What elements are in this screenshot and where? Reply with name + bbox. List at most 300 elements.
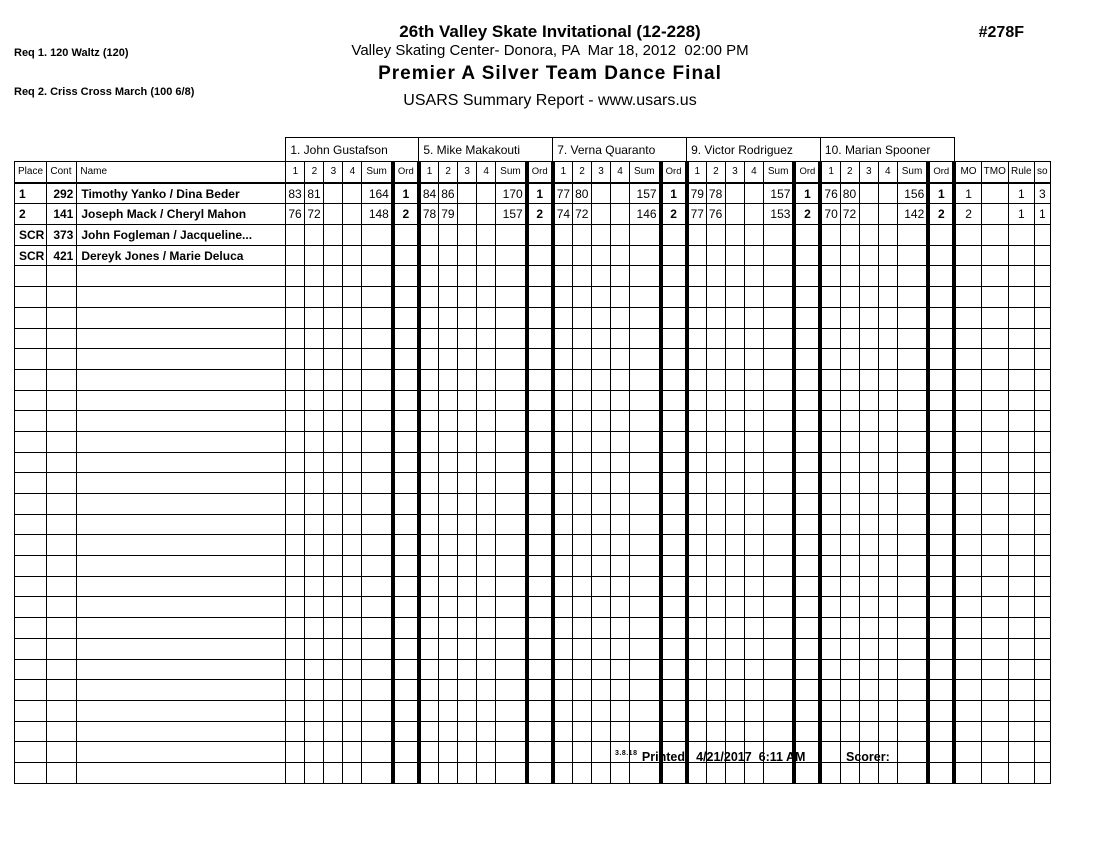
sum-cell: 157	[763, 183, 794, 204]
score-cell	[458, 721, 477, 742]
score-cell	[458, 742, 477, 763]
ord-cell	[661, 287, 687, 308]
tmo-cell	[981, 411, 1008, 432]
mo-cell	[954, 431, 981, 452]
ord-cell	[928, 494, 954, 515]
score-cell	[305, 473, 324, 494]
score-cell	[305, 390, 324, 411]
score-cell	[286, 597, 305, 618]
sum-cell	[362, 369, 393, 390]
score-cell	[725, 287, 744, 308]
score-cell	[706, 411, 725, 432]
colhead-judge5-sum: Sum	[897, 162, 928, 183]
sum-cell: 142	[897, 204, 928, 225]
score-cell	[458, 597, 477, 618]
results-table	[14, 137, 1051, 784]
score-cell	[305, 762, 324, 783]
score-cell	[458, 225, 477, 246]
empty-row	[15, 328, 1051, 349]
colhead-judge5-ord: Ord	[928, 162, 954, 183]
sum-cell	[362, 431, 393, 452]
score-cell	[286, 700, 305, 721]
colhead-judge2-sum: Sum	[496, 162, 527, 183]
score-cell	[878, 328, 897, 349]
place-cell	[15, 721, 47, 742]
score-cell	[553, 287, 573, 308]
venue-date-line: Valley Skating Center- Donora, PA Mar 18, 2012 02:00 PM	[351, 42, 749, 59]
score-cell	[324, 742, 343, 763]
mo-cell	[954, 349, 981, 370]
sum-cell	[763, 390, 794, 411]
score-cell	[286, 390, 305, 411]
colhead-tmo: TMO	[981, 162, 1008, 183]
score-cell	[878, 411, 897, 432]
score-cell	[573, 680, 592, 701]
score-cell: 78	[706, 183, 725, 204]
ord-cell	[393, 369, 419, 390]
sum-cell	[362, 618, 393, 639]
sum-cell	[496, 618, 527, 639]
score-cell	[553, 369, 573, 390]
judge-header-2: 5. Mike Makakouti	[419, 138, 553, 162]
ord-cell	[661, 576, 687, 597]
score-cell	[286, 431, 305, 452]
name-cell	[77, 411, 286, 432]
ord-cell	[393, 328, 419, 349]
score-cell	[419, 494, 439, 515]
score-cell	[611, 514, 630, 535]
sum-cell	[630, 452, 661, 473]
score-cell	[286, 349, 305, 370]
score-cell	[859, 287, 878, 308]
sum-cell	[496, 287, 527, 308]
score-cell	[687, 556, 707, 577]
score-cell	[820, 473, 840, 494]
so-cell	[1034, 597, 1050, 618]
sum-cell	[763, 597, 794, 618]
mo-cell	[954, 535, 981, 556]
score-cell	[458, 411, 477, 432]
score-cell	[706, 700, 725, 721]
ord-cell	[393, 287, 419, 308]
score-cell	[878, 204, 897, 225]
score-cell	[820, 349, 840, 370]
mo-cell	[954, 494, 981, 515]
score-cell	[744, 349, 763, 370]
empty-row	[15, 638, 1051, 659]
ord-cell	[393, 452, 419, 473]
score-cell	[592, 597, 611, 618]
sum-cell	[630, 494, 661, 515]
place-cell: 1	[15, 183, 47, 204]
score-cell	[477, 411, 496, 432]
place-cell	[15, 618, 47, 639]
score-cell	[611, 245, 630, 266]
sum-cell	[496, 659, 527, 680]
score-cell	[878, 473, 897, 494]
score-cell	[859, 556, 878, 577]
sum-cell	[362, 576, 393, 597]
ord-cell	[527, 349, 553, 370]
sum-cell	[630, 535, 661, 556]
score-cell	[439, 245, 458, 266]
score-cell	[744, 514, 763, 535]
score-cell	[592, 535, 611, 556]
score-cell	[820, 762, 840, 783]
score-cell	[725, 618, 744, 639]
sum-cell	[897, 700, 928, 721]
score-cell	[840, 721, 859, 742]
colhead-judge4-2: 2	[706, 162, 725, 183]
score-cell	[820, 535, 840, 556]
score-cell	[840, 349, 859, 370]
score-cell	[343, 369, 362, 390]
ord-cell	[928, 328, 954, 349]
score-cell	[744, 245, 763, 266]
tmo-cell	[981, 225, 1008, 246]
score-cell	[706, 245, 725, 266]
score-cell	[706, 659, 725, 680]
ord-cell	[393, 225, 419, 246]
score-cell	[687, 245, 707, 266]
score-cell	[286, 369, 305, 390]
score-cell	[343, 411, 362, 432]
score-cell	[820, 514, 840, 535]
sum-cell	[763, 473, 794, 494]
sum-cell	[897, 452, 928, 473]
score-cell	[419, 597, 439, 618]
name-cell	[77, 721, 286, 742]
rule-cell	[1008, 431, 1034, 452]
tmo-cell	[981, 618, 1008, 639]
sum-cell	[763, 245, 794, 266]
rule-cell	[1008, 638, 1034, 659]
ord-cell	[661, 638, 687, 659]
score-cell	[611, 721, 630, 742]
score-cell	[706, 328, 725, 349]
ord-cell	[928, 742, 954, 763]
score-cell	[343, 225, 362, 246]
name-cell	[77, 680, 286, 701]
score-cell	[458, 328, 477, 349]
sum-cell	[630, 659, 661, 680]
score-cell	[343, 659, 362, 680]
place-cell: SCR	[15, 245, 47, 266]
tmo-cell	[981, 742, 1008, 763]
score-cell	[592, 390, 611, 411]
score-cell	[305, 287, 324, 308]
score-cell	[725, 514, 744, 535]
score-cell	[706, 225, 725, 246]
score-cell	[573, 576, 592, 597]
score-cell	[706, 452, 725, 473]
empty-row	[15, 473, 1051, 494]
score-cell	[744, 473, 763, 494]
score-cell	[286, 452, 305, 473]
score-cell	[840, 473, 859, 494]
score-cell	[419, 452, 439, 473]
score-cell	[725, 307, 744, 328]
cont-cell	[47, 638, 77, 659]
score-cell	[324, 266, 343, 287]
score-cell	[687, 535, 707, 556]
score-cell	[706, 535, 725, 556]
score-cell	[611, 576, 630, 597]
place-cell	[15, 287, 47, 308]
score-cell	[286, 473, 305, 494]
sum-cell	[763, 556, 794, 577]
score-cell	[611, 431, 630, 452]
sum-cell	[496, 266, 527, 287]
score-cell	[553, 556, 573, 577]
score-cell	[553, 473, 573, 494]
score-cell	[725, 494, 744, 515]
score-cell	[687, 700, 707, 721]
score-cell	[592, 556, 611, 577]
score-cell	[878, 452, 897, 473]
score-cell	[305, 576, 324, 597]
score-cell	[744, 390, 763, 411]
score-cell	[840, 514, 859, 535]
sum-cell	[362, 514, 393, 535]
score-cell: 74	[553, 204, 573, 225]
sum-cell	[897, 638, 928, 659]
score-cell	[477, 494, 496, 515]
score-cell	[573, 225, 592, 246]
rule-cell	[1008, 535, 1034, 556]
requirement-2: Req 2. Criss Cross March (100 6/8)	[14, 86, 195, 98]
score-cell	[706, 638, 725, 659]
score-cell	[744, 452, 763, 473]
score-cell	[305, 328, 324, 349]
colhead-judge4-ord: Ord	[794, 162, 820, 183]
results-table-wrapper	[14, 137, 1051, 784]
ord-cell	[527, 762, 553, 783]
score-cell	[458, 431, 477, 452]
sum-cell	[630, 307, 661, 328]
sum-cell	[897, 431, 928, 452]
sum-cell	[630, 225, 661, 246]
cont-cell	[47, 680, 77, 701]
mo-cell	[954, 369, 981, 390]
so-cell	[1034, 638, 1050, 659]
empty-row	[15, 742, 1051, 763]
ord-cell	[928, 225, 954, 246]
score-cell	[324, 721, 343, 742]
score-cell	[553, 328, 573, 349]
ord-cell	[393, 638, 419, 659]
ord-cell	[928, 659, 954, 680]
score-cell	[343, 597, 362, 618]
score-cell	[324, 514, 343, 535]
ord-cell	[527, 225, 553, 246]
so-cell	[1034, 618, 1050, 639]
ord-cell	[527, 307, 553, 328]
score-cell	[324, 349, 343, 370]
score-cell	[439, 742, 458, 763]
ord-cell	[393, 721, 419, 742]
score-cell	[859, 225, 878, 246]
ord-cell	[794, 721, 820, 742]
score-cell	[611, 328, 630, 349]
score-cell	[419, 266, 439, 287]
score-cell	[820, 721, 840, 742]
score-cell	[553, 576, 573, 597]
sum-cell	[897, 494, 928, 515]
score-cell	[553, 721, 573, 742]
sum-cell	[362, 597, 393, 618]
ord-cell	[393, 556, 419, 577]
score-cell	[878, 266, 897, 287]
score-cell	[725, 390, 744, 411]
sum-cell	[496, 473, 527, 494]
mo-cell	[954, 287, 981, 308]
score-cell	[744, 411, 763, 432]
score-cell	[725, 328, 744, 349]
tmo-cell	[981, 721, 1008, 742]
score-cell	[611, 452, 630, 473]
score-cell	[324, 618, 343, 639]
score-cell	[744, 618, 763, 639]
score-cell	[343, 514, 362, 535]
rule-cell: 1	[1008, 183, 1034, 204]
score-cell	[859, 762, 878, 783]
sum-cell	[897, 535, 928, 556]
place-cell: 2	[15, 204, 47, 225]
empty-row	[15, 597, 1051, 618]
rule-cell	[1008, 494, 1034, 515]
score-cell	[324, 204, 343, 225]
ord-cell	[661, 556, 687, 577]
sum-cell	[496, 369, 527, 390]
so-cell	[1034, 742, 1050, 763]
score-cell	[305, 514, 324, 535]
score-cell	[840, 431, 859, 452]
sum-cell	[496, 390, 527, 411]
ord-cell	[794, 473, 820, 494]
score-cell	[859, 597, 878, 618]
name-cell	[77, 390, 286, 411]
score-cell	[725, 556, 744, 577]
score-cell	[840, 390, 859, 411]
score-cell	[706, 680, 725, 701]
score-cell	[611, 287, 630, 308]
sum-cell	[630, 266, 661, 287]
ord-cell	[928, 349, 954, 370]
sum-cell	[362, 452, 393, 473]
place-cell	[15, 535, 47, 556]
sum-cell	[763, 307, 794, 328]
sum-cell	[763, 535, 794, 556]
score-cell	[343, 307, 362, 328]
score-cell	[706, 494, 725, 515]
score-cell	[878, 245, 897, 266]
score-cell	[419, 700, 439, 721]
place-cell	[15, 514, 47, 535]
score-cell	[305, 638, 324, 659]
rule-cell	[1008, 721, 1034, 742]
score-cell	[611, 556, 630, 577]
rule-cell	[1008, 266, 1034, 287]
score-cell	[439, 514, 458, 535]
ord-cell	[527, 514, 553, 535]
score-cell	[477, 452, 496, 473]
ord-cell	[393, 618, 419, 639]
score-cell	[419, 287, 439, 308]
ord-cell	[794, 576, 820, 597]
score-cell	[477, 680, 496, 701]
score-cell	[477, 576, 496, 597]
score-cell	[592, 721, 611, 742]
score-cell	[706, 349, 725, 370]
sum-cell	[763, 638, 794, 659]
sum-cell	[763, 514, 794, 535]
empty-row	[15, 535, 1051, 556]
rule-cell	[1008, 349, 1034, 370]
rule-cell	[1008, 287, 1034, 308]
score-cell	[820, 307, 840, 328]
sum-cell	[763, 721, 794, 742]
ord-cell	[661, 618, 687, 639]
score-cell	[859, 721, 878, 742]
score-cell	[687, 659, 707, 680]
score-cell	[820, 618, 840, 639]
score-cell	[343, 494, 362, 515]
sum-cell: 164	[362, 183, 393, 204]
score-cell	[305, 411, 324, 432]
score-cell	[859, 266, 878, 287]
score-cell	[592, 431, 611, 452]
sum-cell	[630, 431, 661, 452]
score-cell	[343, 473, 362, 494]
score-cell	[706, 266, 725, 287]
score-cell	[878, 721, 897, 742]
cont-cell	[47, 473, 77, 494]
sum-cell: 157	[630, 183, 661, 204]
colhead-judge3-ord: Ord	[661, 162, 687, 183]
score-cell	[878, 494, 897, 515]
sum-cell	[897, 659, 928, 680]
score-cell	[439, 328, 458, 349]
score-cell	[477, 266, 496, 287]
ord-cell	[928, 576, 954, 597]
sum-cell	[496, 597, 527, 618]
cont-cell	[47, 535, 77, 556]
score-cell	[439, 431, 458, 452]
tmo-cell	[981, 307, 1008, 328]
score-cell	[840, 618, 859, 639]
score-cell	[573, 307, 592, 328]
score-cell	[744, 556, 763, 577]
colhead-judge3-2: 2	[573, 162, 592, 183]
score-cell	[573, 452, 592, 473]
sum-cell	[897, 618, 928, 639]
so-cell	[1034, 452, 1050, 473]
ord-cell	[661, 431, 687, 452]
cont-cell	[47, 659, 77, 680]
score-cell	[573, 494, 592, 515]
sum-cell	[763, 411, 794, 432]
tmo-cell	[981, 638, 1008, 659]
score-cell	[611, 369, 630, 390]
score-cell: 72	[840, 204, 859, 225]
score-cell	[419, 742, 439, 763]
score-cell	[687, 721, 707, 742]
judge-header-1: 1. John Gustafson	[286, 138, 419, 162]
score-cell	[592, 411, 611, 432]
score-cell	[706, 618, 725, 639]
score-cell	[744, 721, 763, 742]
